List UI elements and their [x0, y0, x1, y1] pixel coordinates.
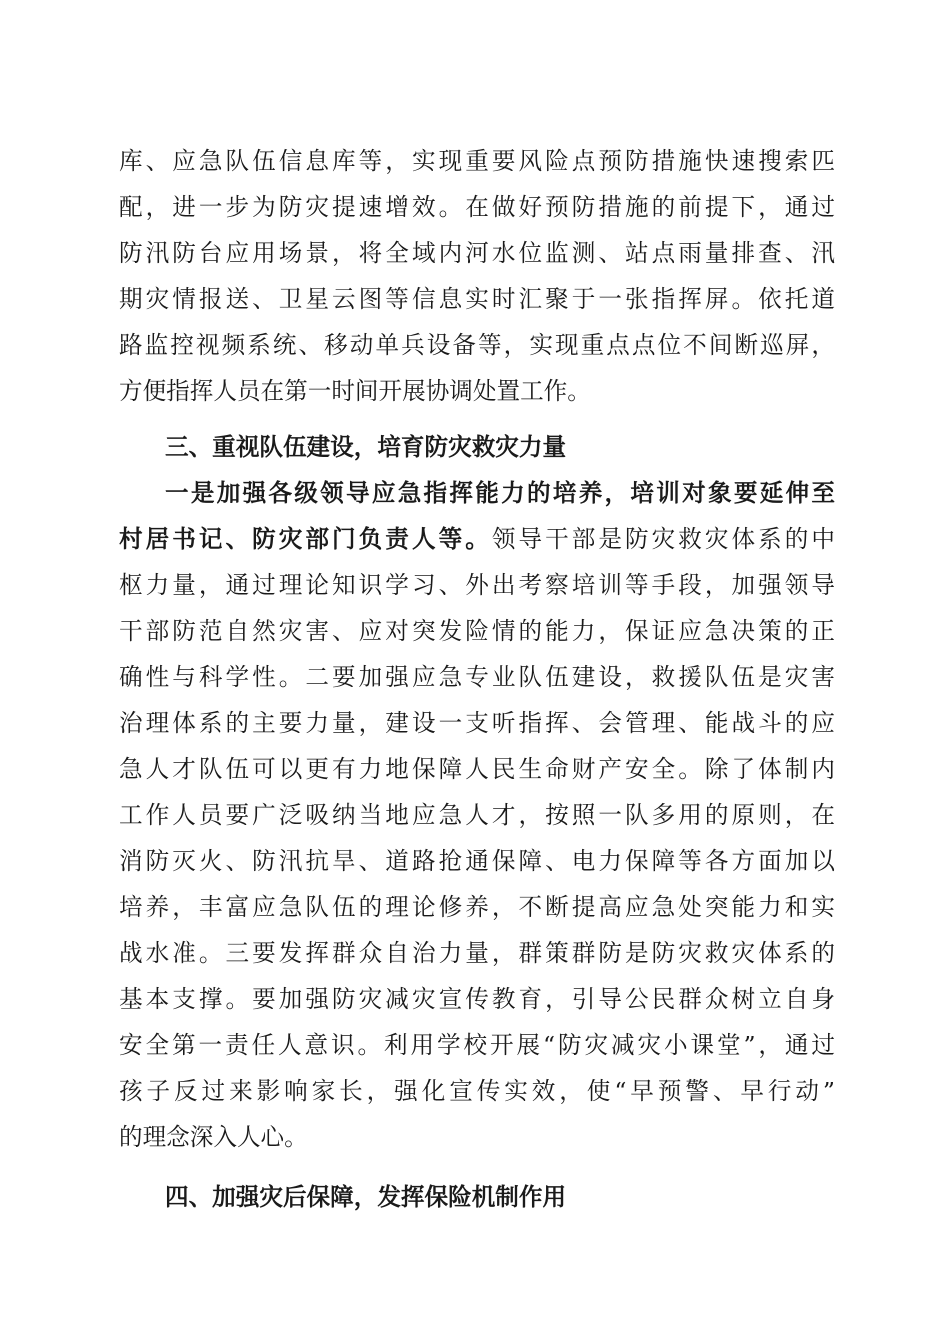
paragraph-1	[119, 138, 835, 414]
text-line: 战水准。三要发挥群众自治力量，群策群防是防灾救灾体系的	[119, 939, 835, 967]
text-line: 路监控视频系统、移动单兵设备等，实现重点点位不间断巡屏，	[119, 331, 835, 359]
text-line: 急人才队伍可以更有力地保障人民生命财产安全。除了体制内	[119, 755, 835, 783]
text-line: 的理念深入人心。	[119, 1123, 308, 1151]
section-heading-4: 四、加强灾后保障，发挥保险机制作用	[165, 1183, 567, 1211]
text-line: 安全第一责任人意识。利用学校开展“防灾减灾小课堂”，通过	[119, 1031, 835, 1059]
text-line: 库、应急队伍信息库等，实现重要风险点预防措施快速搜索匹	[119, 147, 835, 175]
text-line: 配，进一步为防灾提速增效。在做好预防措施的前提下，通过	[119, 193, 835, 221]
text-line: 基本支撑。要加强防灾减灾宣传教育，引导公民群众树立自身	[119, 985, 835, 1013]
paragraph-2	[119, 470, 835, 1160]
text-line: 期灾情报送、卫星云图等信息实时汇聚于一张指挥屏。依托道	[119, 285, 835, 313]
text-line: 方便指挥人员在第一时间开展协调处置工作。	[119, 377, 591, 405]
text-line: 防汛防台应用场景，将全域内河水位监测、站点雨量排查、汛	[119, 239, 835, 267]
text-line: 治理体系的主要力量，建设一支听指挥、会管理、能战斗的应	[119, 709, 835, 737]
text-line-lead: 一是加强各级领导应急指挥能力的培养，培训对象要延伸至	[165, 479, 835, 507]
text-line: 枢力量，通过理论知识学习、外出考察培训等手段，加强领导	[119, 571, 835, 599]
text-line: 孩子反过来影响家长，强化宣传实效，使“早预警、早行动”	[119, 1077, 835, 1105]
text-line	[119, 516, 835, 562]
text-line: 工作人员要广泛吸纳当地应急人才，按照一队多用的原则，在	[119, 801, 835, 829]
text-line: 干部防范自然灾害、应对突发险情的能力，保证应急决策的正	[119, 617, 835, 645]
document-body	[119, 138, 835, 1220]
lead-sentence-end: 村居书记、防灾部门负责人等。	[119, 525, 492, 553]
section-heading-3: 三、重视队伍建设，培育防灾救灾力量	[165, 433, 567, 461]
text-line: 培养，丰富应急队伍的理论修养，不断提高应急处突能力和实	[119, 893, 835, 921]
line-rest: 领导干部是防灾救灾体系的中	[491, 525, 836, 553]
text-line: 确性与科学性。二要加强应急专业队伍建设，救援队伍是灾害	[119, 663, 835, 691]
text-line: 消防灭火、防汛抗旱、道路抢通保障、电力保障等各方面加以	[119, 847, 835, 875]
